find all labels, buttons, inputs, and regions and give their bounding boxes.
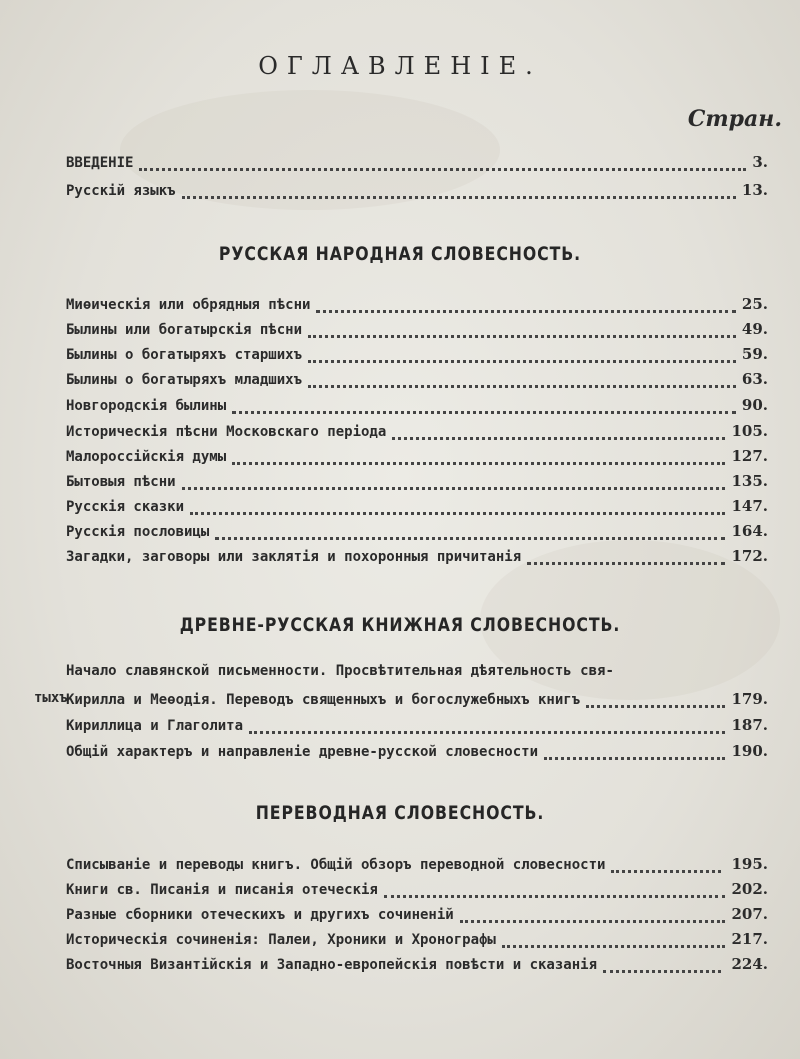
- toc-entry: [66, 905, 768, 927]
- leader-dots: [460, 920, 726, 923]
- toc-entry-page: 172.: [731, 547, 768, 565]
- toc-entry-page: 224.: [731, 955, 768, 973]
- toc-entry-page: 13.: [741, 181, 768, 199]
- toc-entry-page: 25.: [741, 295, 768, 313]
- toc-entry-label: Миѳическiя или обрядныя пѣсни: [66, 297, 311, 313]
- toc-entry-page: 187.: [731, 716, 768, 734]
- leader-dots: [603, 970, 721, 973]
- toc-entry-page: 147.: [731, 497, 768, 515]
- toc-entry-label: Малороссiйскiя думы: [66, 449, 227, 465]
- leader-dots: [232, 462, 725, 465]
- toc-entry-label: Общiй характеръ и направленiе древне-русской словесности: [66, 744, 539, 760]
- toc-entry-page: 217.: [731, 930, 768, 948]
- toc-entry: [66, 181, 768, 203]
- toc-entry-label: Русскiя пословицы: [66, 524, 210, 540]
- toc-entry: [66, 472, 768, 494]
- toc-entry: [66, 742, 768, 764]
- toc-entry-label: Кирилла и Меѳодiя. Переводъ священныхъ и богослужебныхъ книгъ: [66, 692, 581, 708]
- toc-entry: [66, 855, 768, 877]
- toc-entry: [66, 422, 768, 444]
- leader-dots: [527, 562, 725, 565]
- leader-dots: [232, 411, 736, 414]
- toc-entry-label: Историческiя сочиненiя: Палеи, Хроники и Хронографы: [66, 932, 496, 948]
- toc-entry: [66, 370, 768, 392]
- toc-entry: [66, 880, 768, 902]
- leader-dots: [544, 757, 725, 760]
- toc-entry-page: 59.: [741, 345, 768, 363]
- toc-entry-label: Историческiя пѣсни Московскаго перiода: [66, 424, 387, 440]
- leader-dots: [182, 487, 726, 490]
- leader-dots: [190, 512, 725, 515]
- toc-entry-label: Новгородскiя былины: [66, 398, 227, 414]
- toc-entry: [66, 396, 768, 418]
- section-heading: РУССКАЯ НАРОДНАЯ СЛОВЕСНОСТЬ.: [218, 243, 582, 265]
- toc-entry: [66, 320, 768, 342]
- toc-entry-page: 105.: [731, 422, 768, 440]
- toc-entry-page: 63.: [741, 370, 768, 388]
- toc-entry: [66, 930, 768, 952]
- toc-entry: [66, 497, 768, 519]
- leader-dots: [139, 168, 746, 171]
- toc-entry: [66, 522, 768, 544]
- toc-entry-page: 127.: [731, 447, 768, 465]
- toc-entry-page: 202.: [731, 880, 768, 898]
- leader-dots: [611, 870, 721, 873]
- toc-entry-label: Кириллица и Глаголита: [66, 718, 244, 734]
- toc-entry: [66, 690, 768, 712]
- toc-entry-page: 135.: [731, 472, 768, 490]
- toc-entry-label: Списыванiе и переводы книгъ. Общiй обзоръ переводной словесности: [66, 857, 606, 873]
- toc-entry: [66, 955, 768, 977]
- leader-dots: [316, 310, 735, 313]
- leader-dots: [215, 537, 725, 540]
- toc-entry: [66, 295, 768, 317]
- toc-entry-label: Восточныя Византiйскiя и Западно-европейскiя повѣсти и сказанiя: [66, 957, 598, 973]
- leader-dots: [182, 196, 736, 199]
- toc-entry-line: Начало славянской письменности. Просвѣтительная дѣятельность свя-: [66, 663, 614, 679]
- leader-dots: [308, 360, 736, 363]
- page-column-label: Стран.: [687, 106, 782, 132]
- toc-entry-label: Загадки, заговоры или заклятiя и похоронныя причитанiя: [66, 549, 522, 565]
- toc-entry-page: 179.: [731, 690, 768, 708]
- toc-entry-prefix: тыхъ: [34, 690, 68, 706]
- leader-dots: [308, 385, 736, 388]
- toc-entry-page: 207.: [731, 905, 768, 923]
- toc-entry: [66, 345, 768, 367]
- toc-entry-label: Русскiя сказки: [66, 499, 185, 515]
- page-title: ОГЛАВЛЕНIЕ.: [258, 52, 542, 80]
- leader-dots: [392, 437, 725, 440]
- toc-entry-label: Бытовыя пѣсни: [66, 474, 176, 490]
- leader-dots: [586, 705, 725, 708]
- toc-entry-page: 3.: [752, 153, 768, 171]
- leader-dots: [384, 895, 726, 898]
- toc-entry-label: ВВЕДЕНIЕ: [66, 155, 134, 171]
- section-heading: ДРЕВНЕ-РУССКАЯ КНИЖНАЯ СЛОВЕСНОСТЬ.: [179, 614, 621, 636]
- toc-entry: [66, 716, 768, 738]
- toc-entry-label: Былины о богатыряхъ старшихъ: [66, 347, 303, 363]
- toc-entry: [66, 153, 768, 175]
- toc-entry-label: Былины о богатыряхъ младшихъ: [66, 372, 303, 388]
- toc-entry: [66, 547, 768, 569]
- leader-dots: [308, 335, 736, 338]
- toc-entry: [66, 447, 768, 469]
- toc-entry-page: 90.: [741, 396, 768, 414]
- leader-dots: [502, 945, 726, 948]
- toc-entry-page: 49.: [741, 320, 768, 338]
- toc-entry-label: Книги св. Писанiя и писанiя отеческiя: [66, 882, 378, 898]
- section-heading: ПЕРЕВОДНАЯ СЛОВЕСНОСТЬ.: [255, 802, 545, 824]
- toc-entry-page: 195.: [731, 855, 768, 873]
- toc-entry-label: Русскiй языкъ: [66, 183, 176, 199]
- leader-dots: [249, 731, 725, 734]
- toc-entry-page: 164.: [731, 522, 768, 540]
- toc-entry-page: 190.: [731, 742, 768, 760]
- toc-entry-label: Разные сборники отеческихъ и другихъ сочиненiй: [66, 907, 454, 923]
- toc-entry-label: Былины или богатырскiя пѣсни: [66, 322, 303, 338]
